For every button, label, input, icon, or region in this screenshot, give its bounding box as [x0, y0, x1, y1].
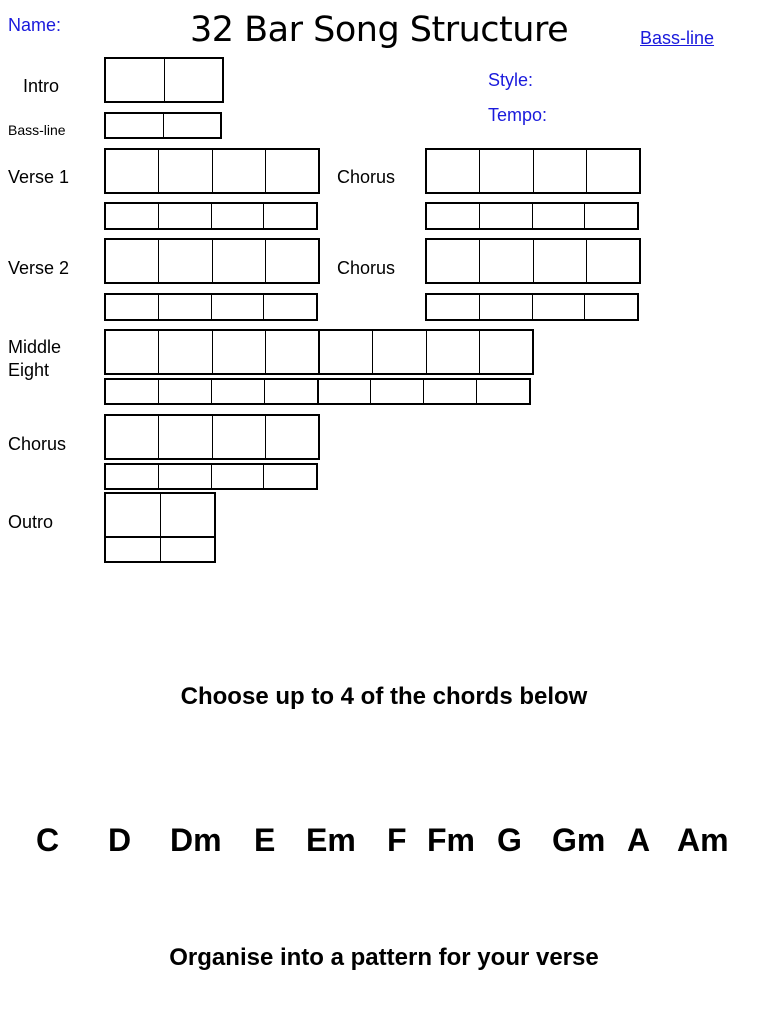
bar-cell[interactable]	[372, 331, 425, 373]
chorus3-label: Chorus	[8, 434, 67, 454]
bar-cell[interactable]	[479, 150, 532, 192]
chord-option[interactable]: Fm	[427, 822, 475, 858]
bar-cell[interactable]	[532, 295, 585, 319]
organise-pattern-instruction: Organise into a pattern for your verse	[169, 944, 599, 971]
verse2-chord-bars[interactable]	[104, 238, 320, 284]
bar-cell[interactable]	[584, 295, 637, 319]
chorus1-label: Chorus	[337, 167, 396, 187]
bar-cell[interactable]	[158, 240, 211, 282]
bar-cell[interactable]	[263, 204, 316, 228]
bar-cell[interactable]	[263, 295, 316, 319]
chord-option[interactable]: C	[36, 822, 60, 858]
verse1-label: Verse 1	[8, 167, 70, 187]
bar-cell[interactable]	[264, 380, 317, 403]
bar-cell[interactable]	[158, 295, 211, 319]
bar-cell[interactable]	[427, 204, 479, 228]
chord-option[interactable]: D	[108, 822, 132, 858]
bar-cell[interactable]	[533, 150, 586, 192]
bar-cell[interactable]	[427, 295, 479, 319]
bar-cell[interactable]	[163, 114, 221, 137]
bar-cell[interactable]	[106, 204, 158, 228]
intro-bassline-label: Bass-line	[8, 122, 66, 138]
middle-eight-label-line2: Eight	[8, 360, 50, 380]
chorus3-bassline-bars[interactable]	[104, 463, 318, 490]
bar-cell[interactable]	[106, 465, 158, 488]
bar-cell[interactable]	[532, 204, 585, 228]
bar-cell[interactable]	[158, 465, 211, 488]
intro-chord-bars[interactable]	[104, 57, 224, 103]
bar-cell[interactable]	[265, 416, 318, 458]
intro-label: Intro	[23, 76, 60, 96]
bar-cell[interactable]	[263, 465, 316, 488]
bar-cell[interactable]	[212, 331, 265, 373]
bar-cell[interactable]	[158, 416, 211, 458]
bar-cell[interactable]	[211, 465, 264, 488]
chorus2-label: Chorus	[337, 258, 396, 278]
bar-cell[interactable]	[106, 416, 158, 458]
name-label: Name:	[8, 15, 62, 35]
bar-cell[interactable]	[476, 380, 529, 403]
outro-label: Outro	[8, 512, 54, 532]
middle-eight-label-line1: Middle	[8, 337, 62, 357]
bar-cell[interactable]	[106, 150, 158, 192]
bar-cell[interactable]	[265, 240, 318, 282]
verse2-label: Verse 2	[8, 258, 70, 278]
chord-option[interactable]: Gm	[552, 822, 606, 858]
bar-cell[interactable]	[212, 150, 265, 192]
outro-chord-bars[interactable]	[104, 492, 216, 538]
chord-option[interactable]: F	[387, 822, 407, 858]
bar-cell[interactable]	[427, 240, 479, 282]
bar-cell[interactable]	[106, 538, 160, 561]
bar-cell[interactable]	[586, 240, 639, 282]
bar-cell[interactable]	[427, 150, 479, 192]
bar-cell[interactable]	[584, 204, 637, 228]
bar-cell[interactable]	[479, 331, 532, 373]
bar-cell[interactable]	[106, 114, 163, 137]
chord-option[interactable]: Am	[677, 822, 729, 858]
choose-chords-instruction: Choose up to 4 of the chords below	[180, 683, 588, 710]
bar-cell[interactable]	[158, 380, 211, 403]
bar-cell[interactable]	[317, 380, 371, 403]
bar-cell[interactable]	[106, 380, 158, 403]
chorus1-bassline-bars[interactable]	[425, 202, 639, 230]
bar-cell[interactable]	[211, 380, 264, 403]
bar-cell[interactable]	[212, 416, 265, 458]
intro-bassline-bars[interactable]	[104, 112, 222, 139]
bar-cell[interactable]	[211, 204, 264, 228]
chord-option[interactable]: G	[497, 822, 522, 858]
bar-cell[interactable]	[479, 204, 532, 228]
verse1-bassline-bars[interactable]	[104, 202, 318, 230]
bar-cell[interactable]	[106, 331, 158, 373]
bar-cell[interactable]	[160, 538, 215, 561]
page-title: 32 Bar Song Structure	[190, 10, 569, 50]
bar-cell[interactable]	[265, 150, 318, 192]
bar-cell[interactable]	[479, 295, 532, 319]
bar-cell[interactable]	[479, 240, 532, 282]
bar-cell[interactable]	[211, 295, 264, 319]
bar-cell[interactable]	[265, 331, 318, 373]
style-label: Style:	[488, 70, 534, 90]
bar-cell[interactable]	[370, 380, 423, 403]
bass-line-link[interactable]: Bass-line	[640, 28, 715, 48]
bar-cell[interactable]	[106, 240, 158, 282]
bar-cell[interactable]	[164, 59, 223, 101]
chorus1-chord-bars[interactable]	[425, 148, 641, 194]
middle-eight-bassline-bars[interactable]	[104, 378, 531, 405]
bar-cell[interactable]	[106, 494, 160, 536]
verse1-chord-bars[interactable]	[104, 148, 320, 194]
bar-cell[interactable]	[160, 494, 215, 536]
bar-cell[interactable]	[586, 150, 639, 192]
verse2-bassline-bars[interactable]	[104, 293, 318, 321]
bar-cell[interactable]	[318, 331, 372, 373]
chord-option[interactable]: Dm	[170, 822, 222, 858]
bar-cell[interactable]	[158, 204, 211, 228]
bar-cell[interactable]	[106, 59, 164, 101]
bar-cell[interactable]	[533, 240, 586, 282]
tempo-label: Tempo:	[488, 105, 548, 125]
bar-cell[interactable]	[212, 240, 265, 282]
bar-cell[interactable]	[426, 331, 479, 373]
chord-option[interactable]: Em	[306, 822, 356, 858]
bar-cell[interactable]	[158, 331, 211, 373]
chorus3-chord-bars[interactable]	[104, 414, 320, 460]
chord-option[interactable]: E	[254, 822, 276, 858]
chorus2-chord-bars[interactable]	[425, 238, 641, 284]
middle-eight-chord-bars[interactable]	[104, 329, 534, 375]
chord-option[interactable]: A	[627, 822, 651, 858]
bar-cell[interactable]	[158, 150, 211, 192]
bar-cell[interactable]	[106, 295, 158, 319]
chorus2-bassline-bars[interactable]	[425, 293, 639, 321]
outro-bassline-bars[interactable]	[104, 536, 216, 563]
bar-cell[interactable]	[423, 380, 476, 403]
